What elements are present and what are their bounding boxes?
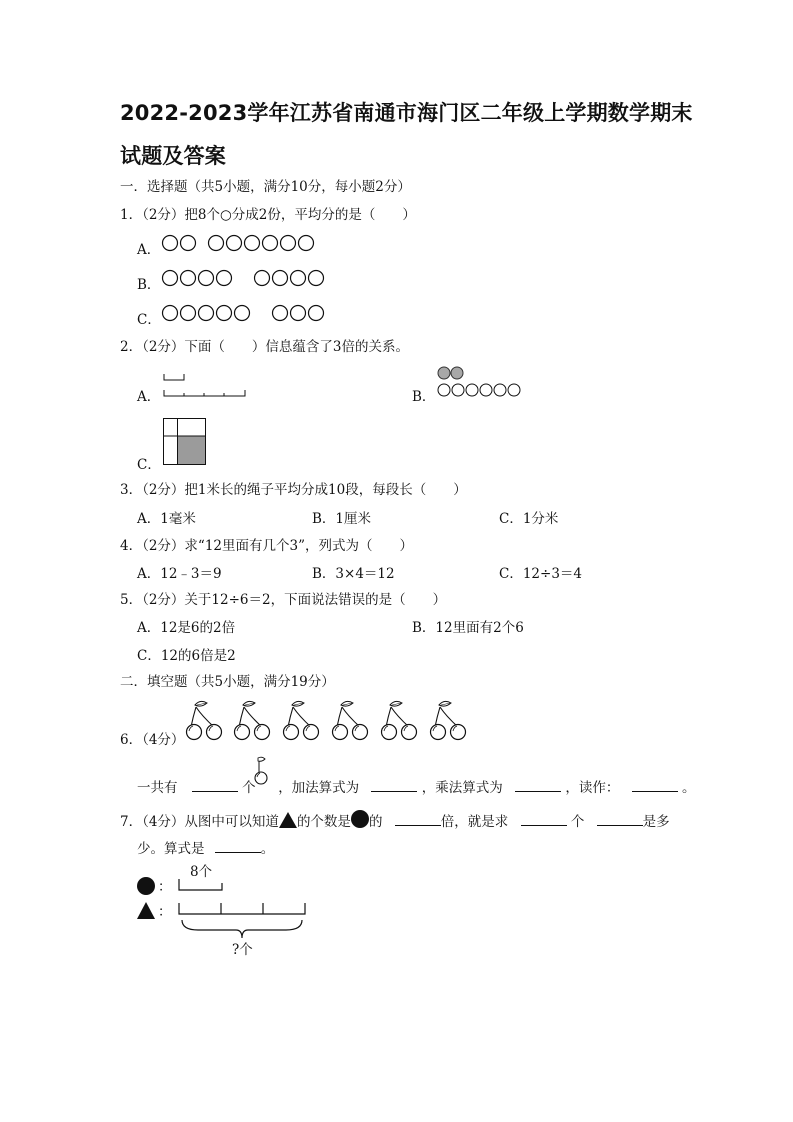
q6-single-cherry-icon-drawing [250,756,270,786]
q5-stem: 5．（2分）关于12÷6＝2，下面说法错误的是（ ） [120,592,447,608]
q6-answer-line [137,777,695,797]
q7-top-label: 8个 [190,864,213,880]
cherry-icon [431,701,466,739]
q7-text-3: 的 [368,814,383,830]
q7-blank-formula[interactable] [215,838,261,853]
q7-triangle-row-icon [137,902,157,920]
q7-text-end: 。 [260,841,275,857]
q3-option-b: B．1厘米 [312,511,372,527]
cherry-icon [284,701,319,739]
q1-option-c-label: C． [137,312,161,328]
q5-option-b: B．12里面有2个6 [412,620,524,636]
q6-text-unit: 个 [242,780,256,796]
q6-text-end: 。 [681,780,696,796]
q7-blank-target[interactable] [597,811,643,826]
q7-text-6: 是多 [642,814,670,830]
q7-text-5: 个 [570,814,585,830]
q2-option-a-label: A． [137,389,161,405]
q7-text-1: 7．（4分）从图中可以知道 [120,814,279,830]
q7-blank-times[interactable] [395,811,441,826]
q7-text-2: 的个数是 [296,814,351,830]
q2-option-c-label: C． [137,457,161,473]
q6-label: 6．（4分） [120,732,185,748]
q4-option-a: A．12﹣3＝9 [137,566,222,582]
q6-blank-multiplication[interactable] [515,777,561,792]
q7-triangle-colon: ： [158,904,172,920]
q6-cherries-row [186,698,478,744]
q6-text-mul: ，乘法算式为 [421,780,503,796]
section2-heading: 二．填空题（共5小题，满分19分） [120,674,335,690]
q1-option-c-circles [161,304,331,324]
cherry-icon [382,701,417,739]
q5-option-a: A．12是6的2倍 [137,620,236,636]
q7-circle-colon: ： [158,879,172,895]
section1-heading: 一．选择题（共5小题，满分10分，每小题2分） [120,179,411,195]
q2-stem: 2．（2分）下面（ ）信息蕴含了3倍的关系。 [120,339,410,355]
q6-text-total: 一共有 [137,780,178,796]
q2-option-b-label: B． [412,389,436,405]
q6-text-read: ，读作： [565,780,620,796]
q3-option-c: C．1分米 [499,511,559,527]
q1-option-a-circles [161,234,331,254]
q7-text-4: 倍，就是求 [440,814,509,830]
triangle-icon [279,812,297,828]
q1-option-b-label: B． [137,277,161,293]
q7-circle-segment [178,878,228,894]
q4-stem: 4．（2分）求“12里面有几个3”，列式为（ ） [120,538,413,554]
q4-option-b: B．3×4＝12 [312,566,395,582]
page-title-line1: 2022-2023学年江苏省南通市海门区二年级上学期数学期末 [120,101,693,125]
q2-option-b-circles [437,364,537,400]
q6-blank-count[interactable] [192,777,238,792]
q6-text-add: ，加法算式为 [278,780,360,796]
circle-icon [351,810,369,828]
q2-option-c-square [163,418,207,466]
q7-line1 [120,810,670,831]
q7-text-formula: 少。算式是 [137,841,205,857]
q7-circle-row-icon [137,877,157,897]
q3-option-a: A．1毫米 [137,511,196,527]
q7-line2 [137,838,274,858]
q6-blank-addition[interactable] [371,777,417,792]
q7-triangle-segment [178,900,310,946]
cherry-icon [187,701,222,739]
q1-option-b-circles [161,269,331,289]
page-title-line2: 试题及答案 [120,144,226,168]
q7-blank-count[interactable] [521,811,567,826]
q7-bottom-label: ?个 [232,942,253,958]
q5-option-c: C．12的6倍是2 [137,648,236,664]
q1-stem: 1．（2分）把8个○分成2份，平均分的是（ ） [120,207,416,223]
q6-blank-reading[interactable] [632,777,678,792]
cherry-icon [235,701,270,739]
q4-option-c: C．12÷3＝4 [499,566,582,582]
cherry-icon [333,701,368,739]
q2-option-a-segments [163,372,253,400]
q1-option-a-label: A． [137,242,161,258]
q3-stem: 3．（2分）把1米长的绳子平均分成10段，每段长（ ） [120,482,467,498]
